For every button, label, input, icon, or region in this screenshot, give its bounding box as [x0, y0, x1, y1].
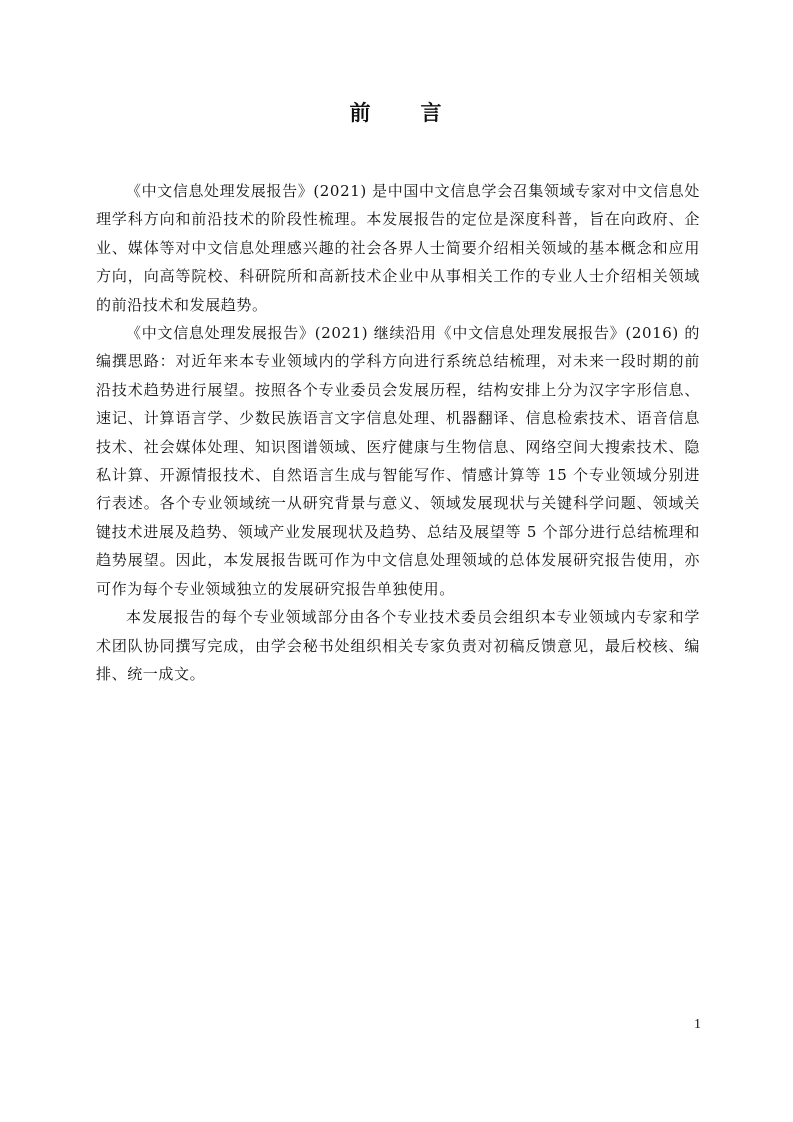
paragraph-1: 《中文信息处理发展报告》(2021) 是中国中文信息学会召集领域专家对中文信息处理学科方向和前沿技术的阶段性梳理。本发展报告的定位是深度科普，旨在向政府、企业、媒体等对中文信息处理感兴趣的社会各界人士简要介绍相关领域的基本概念和应用方向，向高等院校、科研院所和高新技术企业中从事相关工作的专业人士介绍相关领域的前沿技术和发展趋势。	[96, 182, 700, 314]
title-char-2: 言	[420, 101, 444, 125]
page-number: 1	[694, 1017, 701, 1032]
title-char-1: 前	[349, 101, 373, 125]
paragraph-3: 本发展报告的每个专业领域部分由各个专业技术委员会组织本专业领域内专家和学术团队协同撰写完成，由学会秘书处组织相关专家负责对初稿反馈意见，最后校核、编排、统一成文。	[96, 608, 700, 683]
page-title	[0, 98, 793, 128]
preface-body	[96, 177, 700, 688]
paragraph-2: 《中文信息处理发展报告》(2021) 继续沿用《中文信息处理发展报告》(2016) 的编撰思路：对近年来本专业领域内的学科方向进行系统总结梳理，对未来一段时期的前沿技术趋势进行展望。按照各个专业委员会发展历程，结构安排上分为汉字字形信息、速记、计算语言学、少数民族语言文字信息处理、机器翻译、信息检索技术、语音信息技术、社会媒体处理、知识图谱领域、医疗健康与生物信息、网络空间大搜索技术、隐私计算、开源情报技术、自然语言生成与智能写作、情感计算等 15 个专业领域分别进行表述。各个专业领域统一从研究背景与意义、领域发展现状与关键科学问题、领域关键技术进展及趋势、领域产业发展现状及趋势、总结及展望等 5 个部分进行总结梳理和趋势展望。因此，本发展报告既可作为中文信息处理领域的总体发展研究报告使用，亦可作为每个专业领域独立的发展研究报告单独使用。	[96, 324, 700, 598]
